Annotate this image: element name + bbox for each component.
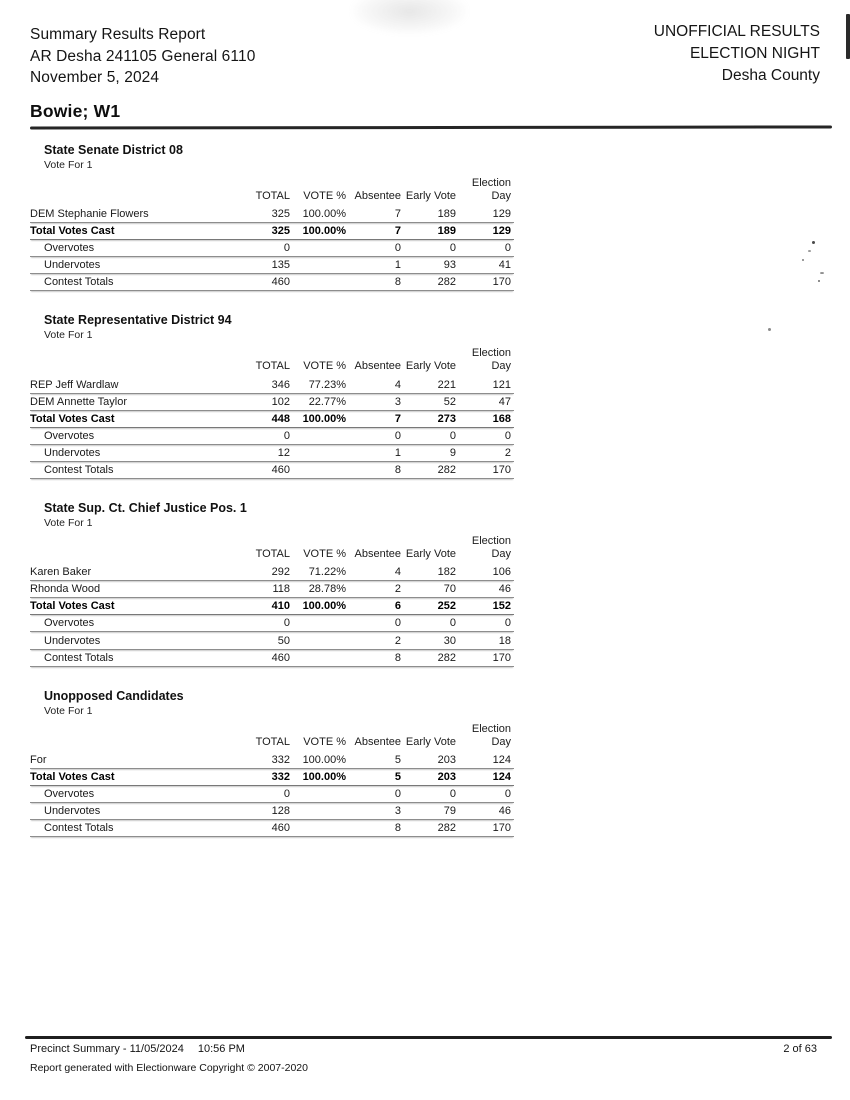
row-label: Contest Totals [44,276,114,289]
column-header-absentee: Absentee [354,190,401,202]
table-row [30,411,514,428]
table-row [30,615,514,632]
cell-total: 325 [271,225,290,238]
contest-section [30,143,514,291]
contests [30,143,514,859]
county-name: Desha County [721,67,820,84]
cell-election-day: 0 [504,429,511,442]
footer-summary [30,1043,245,1055]
cell-election-day: 170 [492,822,511,835]
cell-total: 12 [277,446,290,459]
column-header-vote-pct: VOTE % [303,360,346,373]
cell-election-day: 124 [492,753,511,766]
cell-early-vote: 93 [443,259,456,272]
table-row [30,820,514,837]
row-label: Total Votes Cast [30,600,115,613]
cell-early-vote: 52 [443,395,456,408]
cell-absentee: 4 [394,378,401,391]
cell-election-day: 106 [492,566,511,579]
scan-speck [808,250,811,252]
row-label: Contest Totals [44,651,114,664]
cell-early-vote: 182 [437,566,456,579]
vote-for-label: Vote For 1 [44,704,93,717]
row-label: Total Votes Cast [30,770,115,783]
row-label: DEM Annette Taylor [30,395,128,408]
row-label: Contest Totals [44,464,114,477]
results-status: UNOFFICIAL RESULTS [653,23,820,40]
cell-early-vote: 30 [443,634,456,647]
cell-total: 102 [271,395,290,408]
cell-vote-pct: 22.77% [308,395,346,408]
column-header-absentee: Absentee [354,735,401,748]
cell-early-vote: 0 [449,787,456,800]
cell-early-vote: 273 [437,412,456,425]
report-election-id: AR Desha 241105 General 6110 [30,47,256,65]
table-row [30,769,514,786]
precinct-rule [30,125,832,129]
cell-absentee: 2 [394,583,401,596]
scan-speck [768,328,771,331]
cell-early-vote: 70 [443,583,456,596]
vote-for-label: Vote For 1 [44,159,93,171]
cell-absentee: 8 [394,464,401,477]
table-row [30,803,514,820]
column-header-early-vote: Early Vote [405,548,456,561]
contest-title: Unopposed Candidates [44,688,184,703]
cell-total: 0 [283,787,290,800]
cell-early-vote: 9 [449,446,456,459]
cell-early-vote: 221 [437,378,456,391]
cell-total: 448 [271,412,290,425]
cell-vote-pct: 100.00% [302,600,346,613]
cell-vote-pct: 100.00% [302,770,346,783]
column-header-total: TOTAL [255,548,290,561]
column-header-total: TOTAL [255,360,290,373]
table-row [30,394,514,411]
column-header-vote-pct: VOTE % [303,735,346,748]
report-header-right [654,21,820,87]
row-label: For [30,753,47,766]
cell-total: 50 [277,634,290,647]
cell-election-day: 41 [498,259,511,272]
cell-total: 410 [271,600,290,613]
column-header-absentee: Absentee [354,548,401,561]
cell-election-day: 46 [498,804,511,817]
cell-absentee: 4 [394,566,401,579]
cell-absentee: 8 [394,651,401,664]
contest-section [30,313,514,479]
vote-for-label: Vote For 1 [44,517,93,530]
column-header-row [30,347,514,373]
table-row [30,752,514,769]
cell-total: 332 [271,770,290,783]
cell-vote-pct: 100.00% [302,225,346,238]
table-row [30,223,514,240]
cell-early-vote: 189 [437,225,456,238]
cell-early-vote: 79 [443,804,456,817]
cell-vote-pct: 100.00% [302,753,346,766]
cell-absentee: 8 [394,822,401,835]
cell-absentee: 6 [394,600,401,613]
table-row [30,581,514,598]
cell-absentee: 2 [394,634,401,647]
cell-election-day: 18 [498,634,511,647]
cell-total: 460 [271,464,290,477]
cell-total: 460 [271,822,290,835]
column-header-row [30,177,514,203]
table-row [30,650,514,667]
column-header-vote-pct: VOTE % [303,548,346,561]
cell-absentee: 1 [394,259,401,272]
table-row [30,445,514,462]
cell-early-vote: 282 [437,651,456,664]
cell-election-day: 129 [492,225,511,238]
column-header-election-day: Election Day [471,722,511,748]
contest-title: State Representative District 94 [44,313,232,328]
cell-absentee: 0 [394,242,401,255]
table-row [30,786,514,803]
cell-election-day: 0 [504,787,511,800]
cell-election-day: 124 [492,770,511,783]
cell-election-day: 170 [492,651,511,664]
table-row [30,274,514,291]
precinct-title: Bowie; W1 [30,101,121,121]
row-label: Overvotes [44,787,95,800]
cell-total: 0 [283,617,290,630]
row-label: Undervotes [44,259,101,272]
contest-title: State Senate District 08 [44,143,183,157]
table-row [30,257,514,274]
column-header-election-day: Election Day [471,177,511,202]
scan-smudge [352,0,467,34]
cell-absentee: 5 [394,753,401,766]
footer-summary-text: Precinct Summary - 11/05/2024 [30,1043,184,1055]
table-row [30,240,514,257]
column-header-vote-pct: VOTE % [303,190,346,202]
cell-election-day: 170 [492,464,511,477]
cell-absentee: 3 [394,395,401,408]
cell-total: 332 [271,753,290,766]
column-header-early-vote: Early Vote [405,735,456,748]
cell-early-vote: 0 [449,617,456,630]
cell-absentee: 7 [394,412,401,425]
vote-for-label: Vote For 1 [44,329,93,342]
cell-election-day: 47 [498,395,511,408]
report-title: Summary Results Report [30,26,206,43]
cell-vote-pct: 71.22% [308,566,346,579]
cell-election-day: 0 [504,242,511,255]
cell-early-vote: 189 [437,208,456,221]
cell-early-vote: 252 [437,600,456,613]
row-label: Karen Baker [30,566,92,579]
cell-vote-pct: 100.00% [302,412,346,425]
table-row [30,632,514,649]
scan-speck [812,241,815,244]
cell-absentee: 8 [394,276,401,289]
row-label: Overvotes [44,617,95,630]
column-header-election-day: Election Day [471,535,511,561]
election-night-label: ELECTION NIGHT [689,45,820,62]
row-label: Undervotes [44,634,101,647]
cell-election-day: 168 [492,412,511,425]
cell-total: 292 [271,566,290,579]
row-label: Contest Totals [44,822,114,835]
cell-absentee: 0 [394,617,401,630]
cell-early-vote: 282 [437,276,456,289]
column-header-total: TOTAL [255,190,290,202]
cell-absentee: 1 [394,446,401,459]
cell-early-vote: 203 [437,770,456,783]
cell-absentee: 7 [394,225,401,238]
cell-total: 346 [271,378,290,391]
row-label: REP Jeff Wardlaw [30,378,119,391]
scan-speck [818,280,820,282]
column-header-election-day: Election Day [471,347,511,373]
cell-election-day: 46 [498,583,511,596]
row-label: Undervotes [44,446,101,459]
row-label: Overvotes [44,242,95,255]
cell-early-vote: 282 [437,822,456,835]
cell-total: 0 [283,429,290,442]
cell-election-day: 129 [492,208,511,221]
cell-vote-pct: 28.78% [308,583,346,596]
row-label: DEM Stephanie Flowers [30,208,149,221]
cell-early-vote: 282 [437,464,456,477]
cell-absentee: 0 [394,787,401,800]
cell-absentee: 3 [394,804,401,817]
cell-election-day: 152 [492,600,511,613]
cell-election-day: 170 [492,276,511,289]
row-label: Undervotes [44,804,101,817]
table-row [30,462,514,479]
cell-election-day: 0 [504,617,511,630]
cell-total: 0 [283,242,290,255]
cell-total: 460 [271,651,290,664]
cell-total: 128 [271,804,290,817]
row-label: Total Votes Cast [30,412,115,425]
contest-section [30,501,514,667]
cell-early-vote: 0 [449,242,456,255]
scan-speck [802,259,804,261]
cell-early-vote: 0 [449,429,456,442]
footer-copyright: Report generated with Electionware Copyright © 2007-2020 [30,1062,308,1074]
row-label: Overvotes [44,429,95,442]
scan-edge-mark [846,14,850,59]
column-header-row [30,723,514,749]
column-header-row [30,535,514,561]
cell-vote-pct: 77.23% [308,378,346,391]
column-header-total: TOTAL [255,735,290,748]
column-header-absentee: Absentee [354,360,401,373]
cell-early-vote: 203 [437,753,456,766]
cell-total: 325 [271,208,290,221]
page-number: 2 of 63 [783,1043,817,1055]
row-label: Rhonda Wood [30,583,101,596]
cell-absentee: 0 [394,429,401,442]
cell-total: 135 [271,259,290,272]
table-row [30,564,514,581]
cell-total: 118 [272,583,290,596]
row-label: Total Votes Cast [30,225,115,238]
table-row [30,428,514,445]
footer-time: 10:56 PM [197,1043,245,1055]
column-header-early-vote: Early Vote [405,360,456,373]
scan-speck [820,272,824,274]
table-row [30,598,514,615]
report-header-left [30,24,255,89]
contest-title: State Sup. Ct. Chief Justice Pos. 1 [44,501,247,516]
cell-vote-pct: 100.00% [302,208,346,221]
contest-section [30,689,514,837]
table-row [30,376,514,393]
report-date: November 5, 2024 [30,69,160,86]
cell-absentee: 7 [394,208,401,221]
footer-rule [25,1036,832,1039]
cell-total: 460 [271,276,290,289]
cell-absentee: 5 [394,770,401,783]
column-header-early-vote: Early Vote [405,190,456,202]
cell-election-day: 121 [492,378,511,391]
cell-election-day: 2 [504,446,511,459]
table-row [30,206,514,223]
